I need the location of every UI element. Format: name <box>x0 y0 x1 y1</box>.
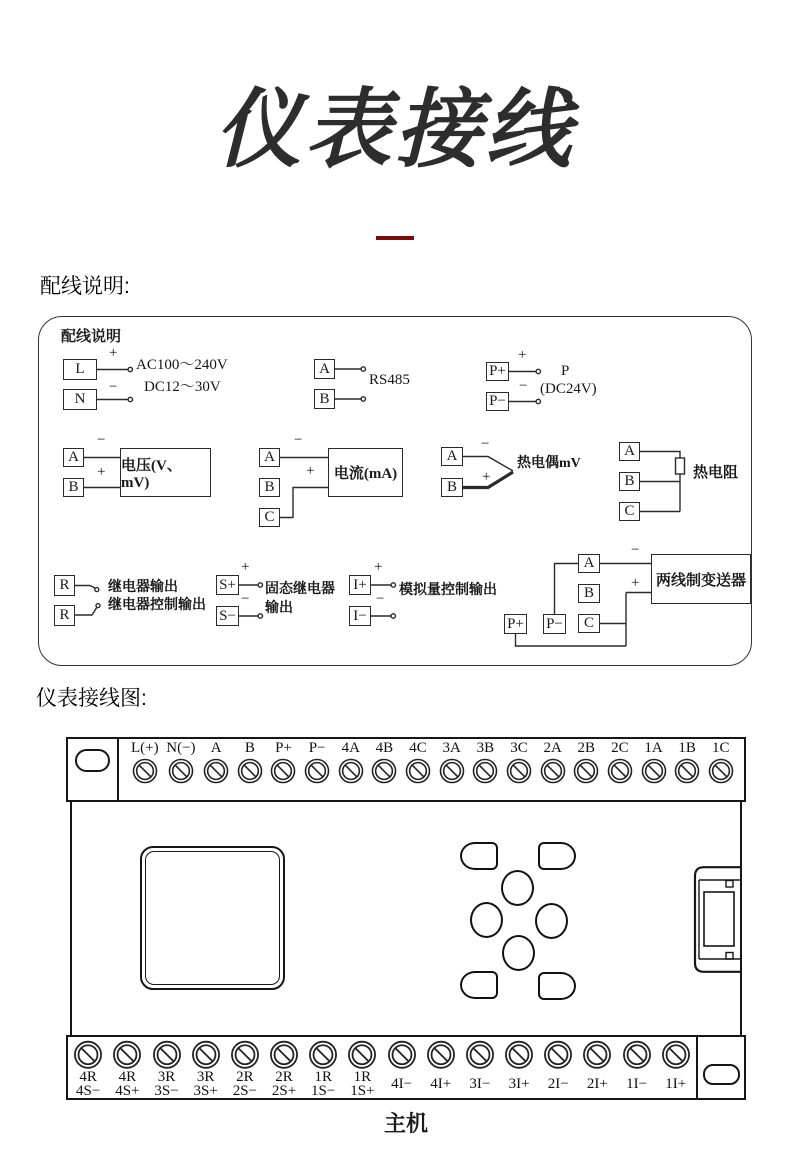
power-dc-label: DC12～30V <box>144 379 221 395</box>
terminal-label-group <box>272 1069 296 1098</box>
bottom-terminal <box>108 1040 146 1098</box>
terminal-box-rtd-a: A <box>619 442 640 461</box>
polarity-plus: + <box>482 469 491 485</box>
wiring-notes-panel <box>38 316 752 666</box>
bottom-terminal <box>422 1040 460 1098</box>
polarity-plus: + <box>631 575 640 591</box>
top-terminal <box>270 740 296 800</box>
page-title: 仪表接线 <box>215 82 575 178</box>
polarity-minus: − <box>376 591 385 607</box>
polarity-plus: + <box>109 345 118 361</box>
bottom-terminal <box>461 1040 499 1098</box>
rs485-label: RS485 <box>369 372 410 388</box>
top-terminal <box>304 740 330 800</box>
terminal-label-line1: 1R <box>353 1068 372 1085</box>
lcd-display <box>140 846 285 990</box>
polarity-minus: − <box>631 542 640 558</box>
bottom-terminal <box>657 1040 695 1098</box>
terminal-label-line2: 3S+ <box>193 1082 218 1099</box>
screw-terminal-icon <box>168 758 194 784</box>
top-terminal <box>472 740 498 800</box>
screw-terminal-icon <box>540 758 566 784</box>
top-terminal <box>405 740 431 800</box>
terminal-label-line1: 4R <box>118 1068 137 1085</box>
terminal-label: 3A <box>442 740 461 756</box>
lcd-display-inner <box>145 851 280 985</box>
terminal-label-group <box>194 1069 218 1098</box>
terminal-label: 3B <box>476 740 495 756</box>
top-terminal <box>237 740 263 800</box>
bottom-terminal <box>578 1040 616 1098</box>
screw-terminal-icon <box>674 758 700 784</box>
terminal-label-group <box>391 1069 412 1098</box>
key-right[interactable] <box>535 903 568 939</box>
top-terminal <box>203 740 229 800</box>
terminal-label-group <box>626 1069 647 1098</box>
screw-terminal-icon <box>504 1040 534 1069</box>
top-terminal-strip <box>66 737 746 802</box>
screw-terminal-icon <box>152 1040 182 1069</box>
terminal-label: 4A <box>341 740 360 756</box>
relay-label-line1: 继电器输出 <box>108 580 178 595</box>
terminal-label-line2: 4I+ <box>430 1075 452 1092</box>
terminal-box-p-plus: P+ <box>486 362 509 381</box>
screw-terminal-icon <box>426 1040 456 1069</box>
polarity-plus: + <box>518 347 527 363</box>
terminal-label: 3C <box>510 740 528 756</box>
terminal-box-rs485-b: B <box>314 389 335 409</box>
screw-terminal-icon <box>465 1040 495 1069</box>
title-underline <box>376 236 414 240</box>
top-terminal <box>371 740 397 800</box>
terminal-label-group <box>665 1069 686 1098</box>
terminal-box-volt-b: B <box>63 478 84 497</box>
screw-terminal-icon <box>439 758 465 784</box>
terminal-label: 4B <box>375 740 394 756</box>
terminal-label: 1B <box>678 740 696 756</box>
terminal-label-line2: 2S− <box>232 1082 258 1099</box>
bottom-terminal <box>148 1040 186 1098</box>
terminal-label-group <box>430 1069 451 1098</box>
top-terminal <box>573 740 599 800</box>
terminal-box-curr-b: B <box>259 478 280 497</box>
dc24-label-line1: P <box>561 363 570 379</box>
terminal-label-group <box>76 1069 100 1098</box>
terminal-label: 1A <box>644 740 663 756</box>
screw-terminal-icon <box>132 758 158 784</box>
screw-terminal-icon <box>607 758 633 784</box>
bottom-terminal <box>618 1040 656 1098</box>
instrument-device <box>66 737 746 1100</box>
terminal-label-group <box>350 1069 374 1098</box>
terminal-box-analog-plus: I+ <box>349 575 371 595</box>
terminal-box-rtd-b: B <box>619 472 640 491</box>
terminal-box-volt-a: A <box>63 448 84 467</box>
top-terminal <box>540 740 566 800</box>
terminal-label-line2: 1I− <box>626 1075 648 1092</box>
terminal-label-line2: 3I− <box>469 1075 491 1092</box>
screw-terminal-icon <box>203 758 229 784</box>
terminal-label-line2: 4S+ <box>115 1082 140 1099</box>
terminal-box-rtd-c: C <box>619 502 640 521</box>
bottom-terminal <box>343 1040 381 1098</box>
terminal-box-tx-p-minus: P− <box>543 614 566 634</box>
terminal-label: N(−) <box>166 740 196 756</box>
terminal-label-group <box>233 1069 257 1098</box>
relay-label-line2: 继电器控制输出 <box>108 598 206 613</box>
terminal-label-group <box>311 1069 335 1098</box>
screw-terminal-icon <box>230 1040 260 1069</box>
terminal-label-line2: 1S− <box>311 1082 336 1099</box>
bottom-terminal <box>500 1040 538 1098</box>
bottom-terminal <box>265 1040 303 1098</box>
polarity-minus: − <box>519 378 528 394</box>
top-terminals <box>119 739 744 800</box>
bottom-terminal <box>69 1040 107 1098</box>
terminal-label-line2: 3S− <box>154 1082 179 1099</box>
bottom-terminal <box>304 1040 342 1098</box>
terminal-label-line2: 3I+ <box>508 1075 530 1092</box>
terminal-label-line2: 2I− <box>547 1075 569 1092</box>
terminal-box-tx-a: A <box>578 554 600 573</box>
terminal-box-tc-a: A <box>441 447 463 466</box>
key-bottom-left[interactable] <box>460 971 498 999</box>
screw-terminal-icon <box>582 1040 612 1069</box>
screw-terminal-icon <box>347 1040 377 1069</box>
terminal-box-neutral: N <box>63 389 97 410</box>
terminal-label-group <box>587 1069 608 1098</box>
wiring-panel-title: 配线说明 <box>61 329 122 345</box>
power-ac-label: AC100～240V <box>136 357 228 373</box>
top-terminal <box>131 740 159 800</box>
terminal-label-group <box>115 1069 139 1098</box>
terminal-label: 2A <box>543 740 562 756</box>
bottom-terminal-strip <box>66 1035 746 1100</box>
terminal-label-line1: 4R <box>79 1068 97 1085</box>
terminal-label: L(+) <box>131 740 159 756</box>
transmitter-box: 两线制变送器 <box>651 554 751 604</box>
mounting-slot-cell <box>68 739 119 800</box>
polarity-minus: − <box>481 436 490 452</box>
terminal-label-line2: 2I+ <box>586 1075 608 1092</box>
screw-terminal-icon <box>308 1040 338 1069</box>
polarity-minus: − <box>241 591 250 607</box>
device-caption: 主机 <box>383 1111 428 1136</box>
polarity-plus: + <box>241 559 250 575</box>
key-down[interactable] <box>502 935 535 971</box>
terminal-label: 2C <box>611 740 629 756</box>
terminal-label-group <box>548 1069 569 1098</box>
polarity-plus: + <box>306 463 315 479</box>
wiring-notes-heading: 配线说明: <box>40 275 130 298</box>
top-terminal <box>166 740 195 800</box>
dc24-label-line2: (DC24V) <box>540 381 597 397</box>
mounting-slot <box>75 749 110 772</box>
screw-terminal-icon <box>191 1040 221 1069</box>
terminal-label: 2B <box>577 740 595 756</box>
key-top-left[interactable] <box>460 842 498 870</box>
terminal-label-line1: 1R <box>314 1068 332 1085</box>
polarity-minus: − <box>294 432 303 448</box>
key-top-right[interactable] <box>538 842 576 870</box>
terminal-label: P+ <box>275 740 292 756</box>
terminal-label-line1: 3R <box>157 1068 176 1085</box>
top-terminal <box>338 740 364 800</box>
polarity-plus: + <box>97 464 106 480</box>
terminal-label: A <box>210 740 222 756</box>
top-terminal <box>506 740 532 800</box>
device-front-panel <box>70 802 742 1035</box>
screw-terminal-icon <box>73 1040 103 1069</box>
terminal-box-relay-1: R <box>54 575 75 596</box>
terminal-label-group <box>154 1069 178 1098</box>
terminal-box-tx-c: C <box>578 614 600 633</box>
terminal-label-line2: 1S+ <box>350 1082 375 1099</box>
terminal-box-ssr-minus: S− <box>216 606 239 626</box>
screw-terminal-icon <box>371 758 397 784</box>
screw-terminal-icon <box>708 758 734 784</box>
top-terminal <box>708 740 734 800</box>
terminal-box-tx-b: B <box>578 584 600 603</box>
screw-terminal-icon <box>661 1040 691 1069</box>
top-terminal <box>607 740 633 800</box>
top-terminal <box>641 740 667 800</box>
screw-terminal-icon <box>338 758 364 784</box>
screw-terminal-icon <box>573 758 599 784</box>
terminal-box-curr-a: A <box>259 448 280 467</box>
terminal-box-tx-p-plus: P+ <box>504 614 527 634</box>
rtd-label: 热电阻 <box>693 465 739 481</box>
bottom-terminal <box>187 1040 225 1098</box>
key-up[interactable] <box>501 870 534 906</box>
terminal-label: B <box>244 740 255 756</box>
screw-terminal-icon <box>237 758 263 784</box>
side-connector <box>692 866 740 973</box>
terminal-box-ssr-plus: S+ <box>216 575 239 595</box>
terminal-label-line2: 4I− <box>391 1075 413 1092</box>
screw-terminal-icon <box>269 1040 299 1069</box>
terminal-box-curr-c: C <box>259 508 280 527</box>
screw-terminal-icon <box>405 758 431 784</box>
key-bottom-right[interactable] <box>538 972 576 1000</box>
screw-terminal-icon <box>472 758 498 784</box>
current-input-box: 电流(mA) <box>328 448 403 497</box>
screw-terminal-icon <box>304 758 330 784</box>
terminal-box-relay-2: R <box>54 605 75 626</box>
bottom-terminal <box>226 1040 264 1098</box>
terminal-label: P− <box>308 740 326 756</box>
terminal-label: 1C <box>712 740 730 756</box>
terminal-label: 4C <box>409 740 427 756</box>
top-terminal <box>674 740 700 800</box>
key-left[interactable] <box>470 902 503 938</box>
bottom-terminal <box>383 1040 421 1098</box>
polarity-minus: − <box>109 379 118 395</box>
ssr-label-line2: 输出 <box>265 601 293 616</box>
terminal-label-line1: 2R <box>275 1068 293 1085</box>
terminal-box-analog-minus: I− <box>349 606 371 626</box>
polarity-plus: + <box>374 559 383 575</box>
mounting-slot-cell <box>696 1037 744 1098</box>
screw-terminal-icon <box>641 758 667 784</box>
wiring-diagram-heading: 仪表接线图: <box>36 687 147 710</box>
screw-terminal-icon <box>543 1040 573 1069</box>
terminal-label-line2: 2S+ <box>271 1082 297 1099</box>
terminal-label-line1: 2R <box>236 1068 254 1085</box>
terminal-box-live: L <box>63 359 97 380</box>
terminal-box-tc-b: B <box>441 478 463 497</box>
bottom-terminals <box>68 1037 696 1098</box>
terminal-label-group <box>469 1069 490 1098</box>
screw-terminal-icon <box>270 758 296 784</box>
thermocouple-label: 热电偶mV <box>517 456 581 471</box>
voltage-input-box: 电压(V、mV) <box>120 448 211 497</box>
polarity-minus: − <box>97 432 106 448</box>
terminal-label-line2: 1I+ <box>665 1075 687 1092</box>
bottom-terminal <box>539 1040 577 1098</box>
terminal-box-rs485-a: A <box>314 359 335 379</box>
analog-output-label: 模拟量控制输出 <box>399 583 497 598</box>
screw-terminal-icon <box>112 1040 142 1069</box>
ssr-label-line1: 固态继电器 <box>265 582 335 597</box>
screw-terminal-icon <box>387 1040 417 1069</box>
terminal-label-line1: 3R <box>196 1068 215 1085</box>
screw-terminal-icon <box>622 1040 652 1069</box>
terminal-label-line2: 4S− <box>76 1082 101 1099</box>
screw-terminal-icon <box>506 758 532 784</box>
mounting-slot <box>703 1064 740 1085</box>
terminal-label-group <box>509 1069 530 1098</box>
terminal-box-p-minus: P− <box>486 392 509 411</box>
top-terminal <box>439 740 465 800</box>
